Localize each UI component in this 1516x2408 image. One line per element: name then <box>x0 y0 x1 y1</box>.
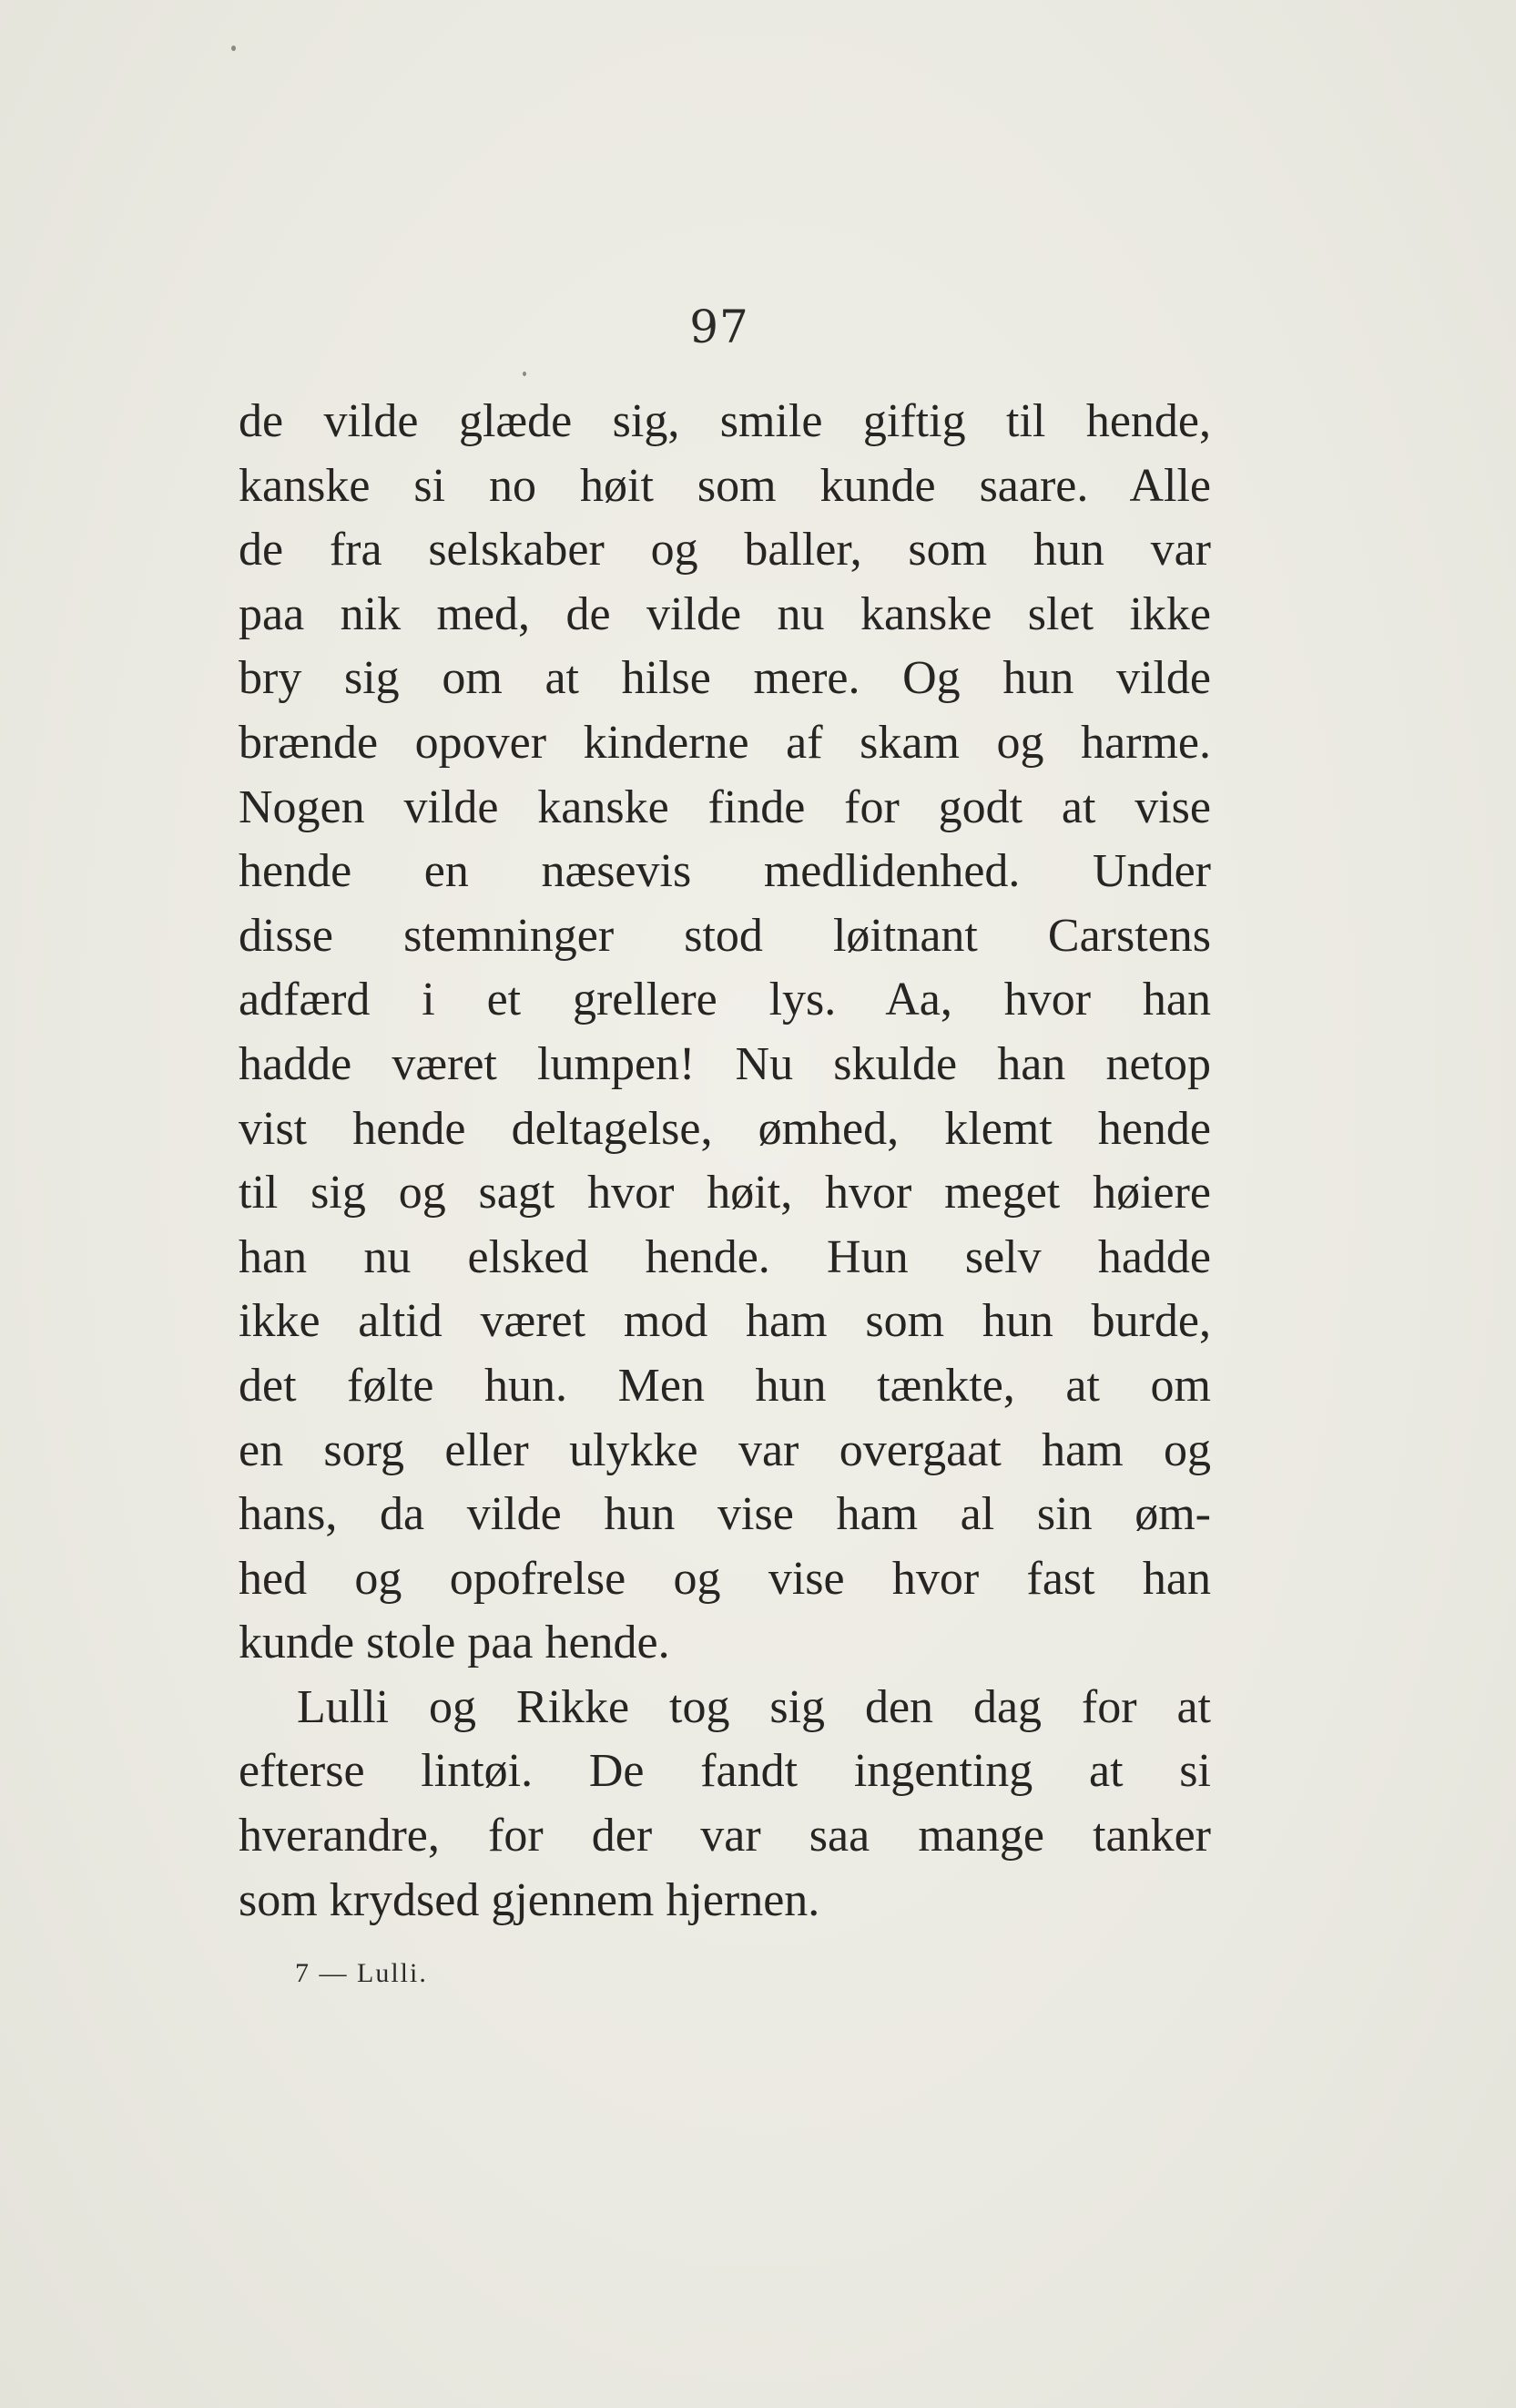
text-line: efterse lintøi. De fandt ingenting at si <box>239 1745 1211 1798</box>
text-line: det følte hun. Men hun tænkte, at om <box>239 1359 1211 1412</box>
text-line: hverandre, for der var saa mange tanker <box>239 1810 1211 1862</box>
paragraph-2 <box>239 1676 1211 1933</box>
text-line: vist hende deltagelse, ømhed, klemt hende <box>239 1102 1211 1155</box>
text-line: en sorg eller ulykke var overgaat ham og <box>239 1423 1211 1476</box>
body-text <box>239 390 1211 1933</box>
text-line: hende en næsevis medlidenhed. Under <box>239 845 1211 898</box>
text-line: brænde opover kinderne af skam og harme. <box>239 716 1211 769</box>
paragraph-1 <box>239 390 1211 1676</box>
text-line: kunde stole paa hende. <box>239 1617 670 1669</box>
text-line: han nu elsked hende. Hun selv hadde <box>239 1230 1211 1283</box>
text-line: disse stemninger stod løitnant Carstens <box>239 909 1211 962</box>
text-line: til sig og sagt hvor høit, hvor meget høiere <box>239 1167 1211 1219</box>
text-line: Nogen vilde kanske finde for godt at vise <box>239 781 1211 833</box>
text-line: kanske si no høit som kunde saare. Alle <box>239 459 1211 512</box>
paper-speck <box>523 372 526 376</box>
text-line: bry sig om at hilse mere. Og hun vilde <box>239 652 1211 705</box>
text-line: paa nik med, de vilde nu kanske slet ikke <box>239 587 1211 640</box>
text-line: de vilde glæde sig, smile giftig til hende, <box>239 395 1211 447</box>
printer-signature: 7 — Lulli. <box>295 1958 428 1988</box>
paper-speck <box>231 46 236 51</box>
text-line: som krydsed gjennem hjernen. <box>239 1873 820 1926</box>
text-line: hed og opofrelse og vise hvor fast han <box>239 1552 1211 1605</box>
text-line: ikke altid været mod ham som hun burde, <box>239 1295 1211 1348</box>
text-line: Lulli og Rikke tog sig den dag for at <box>297 1680 1211 1733</box>
text-line: adfærd i et grellere lys. Aa, hvor han <box>239 974 1211 1026</box>
text-line: hadde været lumpen! Nu skulde han netop <box>239 1037 1211 1090</box>
page-number: 97 <box>689 301 749 353</box>
text-line: hans, da vilde hun vise ham al sin øm- <box>239 1488 1211 1541</box>
text-line: de fra selskaber og baller, som hun var <box>239 524 1211 576</box>
